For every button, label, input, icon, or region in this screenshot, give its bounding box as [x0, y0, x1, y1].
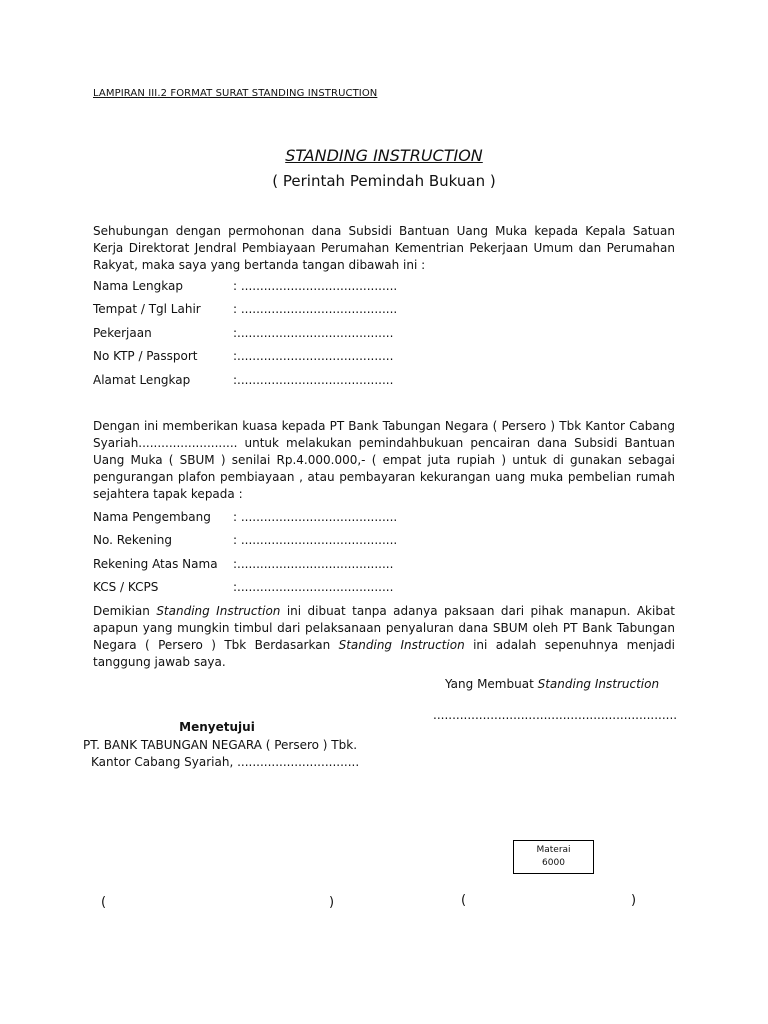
- maker-italic-term: Standing Instruction: [537, 677, 660, 691]
- closing-italic-term: Standing Instruction: [156, 604, 281, 618]
- field-value: : .........................................: [233, 510, 398, 524]
- document-title: STANDING INSTRUCTION: [285, 146, 483, 165]
- approval-branch: Kantor Cabang Syariah, ................................: [91, 755, 360, 769]
- signature-open-left: (: [101, 895, 107, 910]
- field-label: No KTP / Passport: [93, 349, 198, 363]
- field-value: :.........................................: [233, 349, 394, 363]
- field-label: Tempat / Tgl Lahir: [93, 302, 201, 316]
- field-label: Nama Lengkap: [93, 279, 183, 293]
- duty-stamp-box: [513, 840, 594, 874]
- field-label: No. Rekening: [93, 533, 172, 547]
- signature-open-right: (: [461, 893, 467, 908]
- closing-text: Demikian: [93, 604, 157, 618]
- field-value: :.........................................: [233, 373, 394, 387]
- closing-text: ini dibuat tanpa adanya paksaan dari pihak manapun. Akibat apapun yang mungkin timbul dari pelaksanaan penyaluran dana SBUM oleh PT Bank Tabungan Negara ( Persero ) Tbk Berdasarkan: [93, 604, 676, 652]
- maker-label: [445, 677, 659, 691]
- field-value: :.........................................: [233, 326, 394, 340]
- field-value: :.........................................: [233, 580, 394, 594]
- field-label: KCS / KCPS: [93, 580, 159, 594]
- stamp-value: 6000: [542, 858, 565, 868]
- closing-italic-term: Standing Instruction: [338, 638, 465, 652]
- signature-close-right: ): [631, 893, 637, 908]
- closing-text: ini adalah sepenuhnya menjadi tanggung jawab saya.: [93, 638, 675, 669]
- approval-heading: Menyetujui: [179, 720, 255, 734]
- closing-paragraph: [93, 603, 675, 671]
- field-label: Nama Pengembang: [93, 510, 211, 524]
- field-value: : .........................................: [233, 302, 398, 316]
- authorization-paragraph: Dengan ini memberikan kuasa kepada PT Bank Tabungan Negara ( Persero ) Tbk Kantor Cabang Syariah.......................... untuk melakukan pemindahbukuan pencairan dana Subsidi Bantuan Uang Muka ( SBUM ) senilai Rp.4.000.000,- ( empat juta rupiah ) untuk di gunakan sebagai pengurangan plafon pembiayaan , atau pembayaran kekurangan uang muka pembelian rumah sejahtera tapak kepada :: [93, 419, 675, 501]
- field-value: :.........................................: [233, 557, 394, 571]
- intro-paragraph: Sehubungan dengan permohonan dana Subsidi Bantuan Uang Muka kepada Kepala Satuan Kerja Direktorat Jendral Pembiayaan Perumahan Kementrian Pekerjaan Umum dan Perumahan Rakyat, maka saya yang bertanda tangan dibawah ini :: [93, 224, 675, 272]
- document-subtitle: ( Perintah Pemindah Bukuan ): [272, 172, 496, 190]
- field-label: Alamat Lengkap: [93, 373, 191, 387]
- field-label: Rekening Atas Nama: [93, 557, 218, 571]
- maker-prefix: Yang Membuat: [445, 677, 538, 691]
- attachment-header: LAMPIRAN III.2 FORMAT SURAT STANDING INSTRUCTION: [93, 88, 378, 99]
- signature-close-left: ): [329, 895, 335, 910]
- field-label: Pekerjaan: [93, 326, 152, 340]
- stamp-label: Materai: [536, 845, 571, 855]
- field-value: : .........................................: [233, 279, 398, 293]
- approval-bank-name: PT. BANK TABUNGAN NEGARA ( Persero ) Tbk.: [83, 738, 358, 752]
- maker-signature-line: ................................................................: [433, 708, 678, 722]
- field-value: : .........................................: [233, 533, 398, 547]
